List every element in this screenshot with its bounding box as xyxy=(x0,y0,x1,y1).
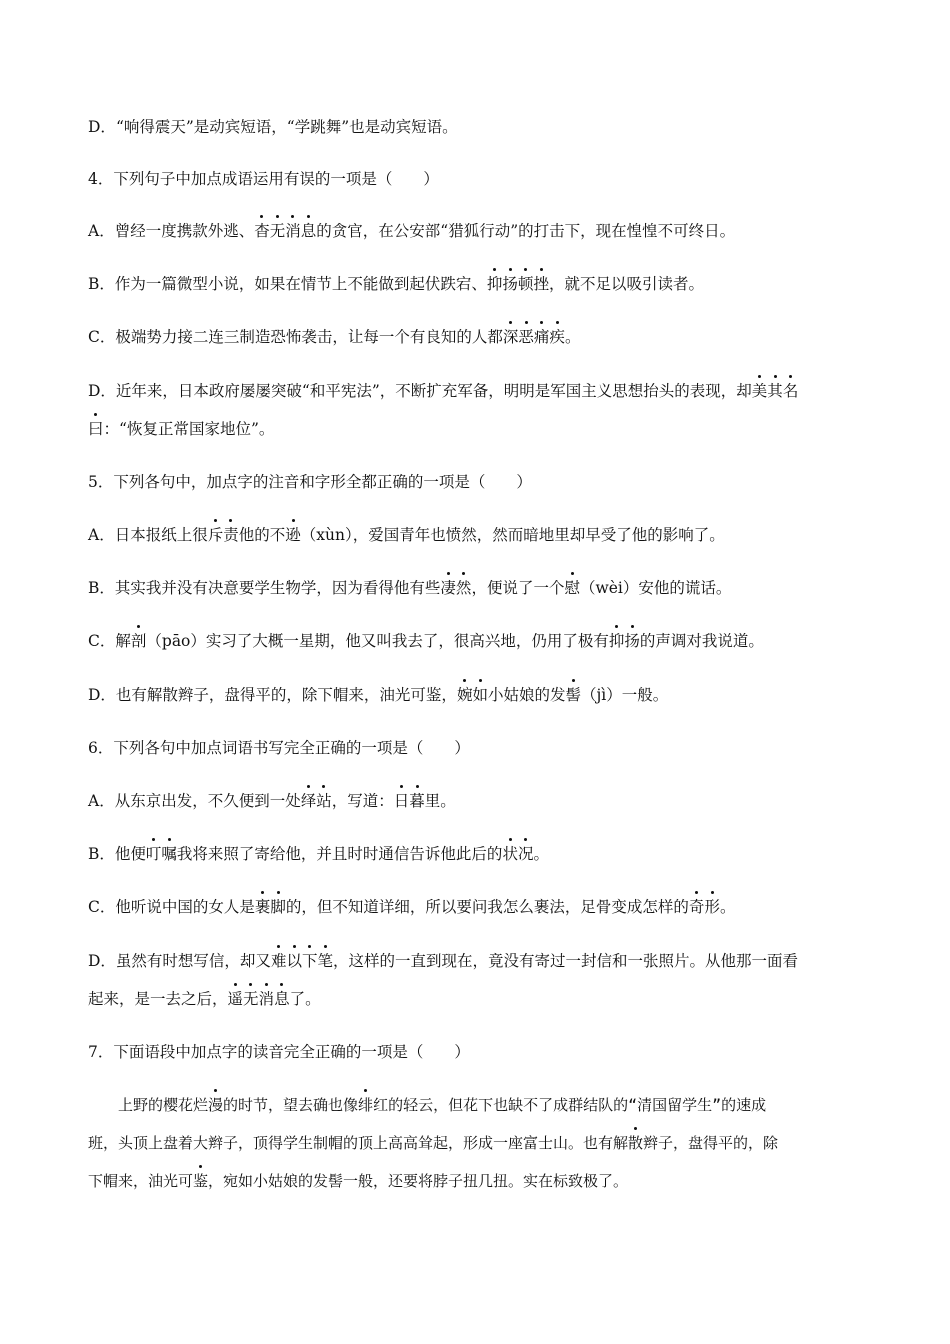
dotted-char xyxy=(131,632,147,650)
dotted-phrase xyxy=(503,328,565,346)
emphasis-dot-char: 鉴 xyxy=(193,1172,209,1190)
emphasis-dot-char: 状 xyxy=(502,845,518,863)
q3-option-d: D．“响得震天”是动宾短语，“学跳舞”也是动宾短语。 xyxy=(88,118,458,136)
emphasis-dot-char: 绯 xyxy=(358,1096,374,1114)
dotted-char xyxy=(208,1096,223,1114)
dotted-char xyxy=(358,1096,373,1114)
emphasis-dot-char: 慰 xyxy=(564,579,580,597)
q5-option-a: A．日本报纸上很斥责他的不逊（xùn），爱国青年也愤然，然而暗地里却早受了他的影响了。 xyxy=(88,526,725,544)
q5-stem: 5．下列各句中，加点字的注音和字形全都正确的一项是（ ） xyxy=(88,473,532,491)
emphasis-dot-char: 名 xyxy=(782,382,799,400)
emphasis-dot-char: 嘱 xyxy=(161,845,177,863)
emphasis-dot-char: 息 xyxy=(274,990,290,1008)
dotted-phrase xyxy=(487,275,549,293)
dotted-phrase xyxy=(146,845,177,863)
q7-passage-line1: 上野的樱花烂漫的时节，望去确也像绯红的轻云，但花下也缺不了成群结队的“清国留学生”的速成 xyxy=(118,1096,767,1114)
q7-passage-line2: 班，头顶上盘着大辫子，顶得学生制帽的顶上高高耸起，形成一座富士山。也有解散辫子，盘得平的，除 xyxy=(88,1134,779,1152)
emphasis-dot-char: 散 xyxy=(628,1134,644,1152)
emphasis-dot-char: 形 xyxy=(704,898,720,916)
emphasis-dot-char: 凄 xyxy=(440,579,456,597)
emphasis-dot-char: 疾 xyxy=(549,328,565,346)
emphasis-dot-char: 息 xyxy=(300,222,317,240)
dotted-phrase xyxy=(208,526,239,544)
dotted-phrase xyxy=(752,382,799,400)
q4-option-b: B．作为一篇微型小说，如果在情节上不能做到起伏跌宕、抑扬顿挫，就不足以吸引读者。 xyxy=(88,275,704,293)
dotted-phrase xyxy=(394,792,425,810)
emphasis-dot-char: 日 xyxy=(393,792,410,810)
q4-option-c: C．极端势力接二连三制造恐怖袭击，让每一个有良知的人都深恶痛疾。 xyxy=(88,328,581,346)
emphasis-dot-char: 责 xyxy=(223,526,239,544)
dotted-char xyxy=(628,1134,643,1152)
emphasis-dot-char: 其 xyxy=(767,382,783,400)
emphasis-dot-char: 站 xyxy=(316,792,332,810)
emphasis-dot-char: 脚 xyxy=(270,898,286,916)
emphasis-dot-char: 遥 xyxy=(227,990,244,1008)
emphasis-dot-char: 杳 xyxy=(254,222,270,240)
emphasis-dot-char: 顿 xyxy=(517,275,534,293)
q6-option-d-line1: D．虽然有时想写信，却又难以下笔，这样的一直到现在，竟没有寄过一封信和一张照片。从他那一面看 xyxy=(88,952,799,970)
dotted-char xyxy=(193,1172,208,1190)
q5-option-b: B．其实我并没有决意要学生物学，因为看得他有些凄然，便说了一个慰（wèi）安他的谎话。 xyxy=(88,579,732,597)
emphasis-dot-char: 美 xyxy=(751,382,768,400)
dotted-phrase xyxy=(301,792,332,810)
q4-stem: 4．下列句子中加点成语运用有误的一项是（ ） xyxy=(88,170,439,188)
emphasis-dot-char: 恶 xyxy=(518,328,534,346)
emphasis-dot-char: 髻 xyxy=(565,686,581,704)
emphasis-dot-char: 抑 xyxy=(486,275,503,293)
emphasis-dot-char: 难 xyxy=(270,952,287,970)
emphasis-dot-char: 以 xyxy=(286,952,302,970)
emphasis-dot-char: 漫 xyxy=(208,1096,224,1114)
emphasis-dot-char: 如 xyxy=(472,686,488,704)
dotted-phrase xyxy=(689,898,720,916)
emphasis-dot-char: 逊 xyxy=(285,526,301,544)
q6-option-b: B．他便叮嘱我将来照了寄给他，并且时时通信告诉他此后的状况。 xyxy=(88,845,549,863)
dotted-char xyxy=(285,526,301,544)
emphasis-dot-char: 曰 xyxy=(88,420,104,438)
dotted-phrase xyxy=(254,222,316,240)
emphasis-dot-char: 剖 xyxy=(130,632,147,650)
q4-option-a: A．曾经一度携款外逃、杳无消息的贪官，在公安部“猎狐行动”的打击下，现在惶惶不可终日。 xyxy=(88,222,736,240)
emphasis-dot-char: 痛 xyxy=(533,328,550,346)
q5-option-d: D．也有解散辫子，盘得平的，除下帽来，油光可鉴，婉如小姑娘的发髻（jì）一般。 xyxy=(88,686,669,704)
emphasis-dot-char: 然 xyxy=(455,579,472,597)
q5-option-c: C．解剖（pāo）实习了大概一星期，他又叫我去了，很高兴地，仍用了极有抑扬的声调对我说道。 xyxy=(88,632,764,650)
emphasis-dot-char: 扬 xyxy=(624,632,640,650)
dotted-char xyxy=(564,579,580,597)
emphasis-dot-char: 深 xyxy=(502,328,519,346)
emphasis-dot-char: 斥 xyxy=(207,526,224,544)
dotted-phrase xyxy=(502,845,533,863)
emphasis-dot-char: 消 xyxy=(285,222,301,240)
q6-option-a: A．从东京出发，不久便到一处绎站，写道：日暮里。 xyxy=(88,792,456,810)
q4-option-d-line2: 曰：“恢复正常国家地位”。 xyxy=(88,420,275,438)
emphasis-dot-char: 婉 xyxy=(456,686,473,704)
emphasis-dot-char: 无 xyxy=(243,990,259,1008)
q4-option-d-line1: D．近年来，日本政府屡屡突破“和平宪法”，不断扩充军备，明明是军国主义思想抬头的表现，却美其名 xyxy=(88,382,799,400)
emphasis-dot-char: 奇 xyxy=(688,898,705,916)
emphasis-dot-char: 笔 xyxy=(317,952,333,970)
q6-option-c: C．他听说中国的女人是裹脚的，但不知道详细，所以要问我怎么裹法，足骨变成怎样的奇形。 xyxy=(88,898,736,916)
emphasis-dot-char: 消 xyxy=(258,990,275,1008)
emphasis-dot-char: 无 xyxy=(269,222,286,240)
emphasis-dot-char: 况 xyxy=(517,845,534,863)
dotted-phrase xyxy=(271,952,333,970)
emphasis-dot-char: 下 xyxy=(301,952,318,970)
emphasis-dot-char: 挫 xyxy=(533,275,549,293)
emphasis-dot-char: 绎 xyxy=(300,792,317,810)
emphasis-dot-char: 叮 xyxy=(145,845,162,863)
dotted-char xyxy=(565,686,581,704)
emphasis-dot-char: 暮 xyxy=(409,792,425,810)
q7-stem: 7．下面语段中加点字的读音完全正确的一项是（ ） xyxy=(88,1043,470,1061)
emphasis-dot-char: 裹 xyxy=(254,898,271,916)
q7-passage-line3: 下帽来，油光可鉴，宛如小姑娘的发髻一般，还要将脖子扭几扭。实在标致极了。 xyxy=(88,1172,629,1190)
dotted-phrase xyxy=(228,990,290,1008)
dotted-phrase xyxy=(457,686,488,704)
emphasis-dot-char: 抑 xyxy=(608,632,625,650)
dotted-phrase xyxy=(88,420,104,438)
emphasis-dot-char: 扬 xyxy=(502,275,518,293)
dotted-phrase xyxy=(255,898,286,916)
dotted-phrase xyxy=(609,632,640,650)
q6-stem: 6．下列各句中加点词语书写完全正确的一项是（ ） xyxy=(88,739,470,757)
dotted-phrase xyxy=(440,579,471,597)
q6-option-d-line2: 起来，是一去之后，遥无消息了。 xyxy=(88,990,321,1008)
